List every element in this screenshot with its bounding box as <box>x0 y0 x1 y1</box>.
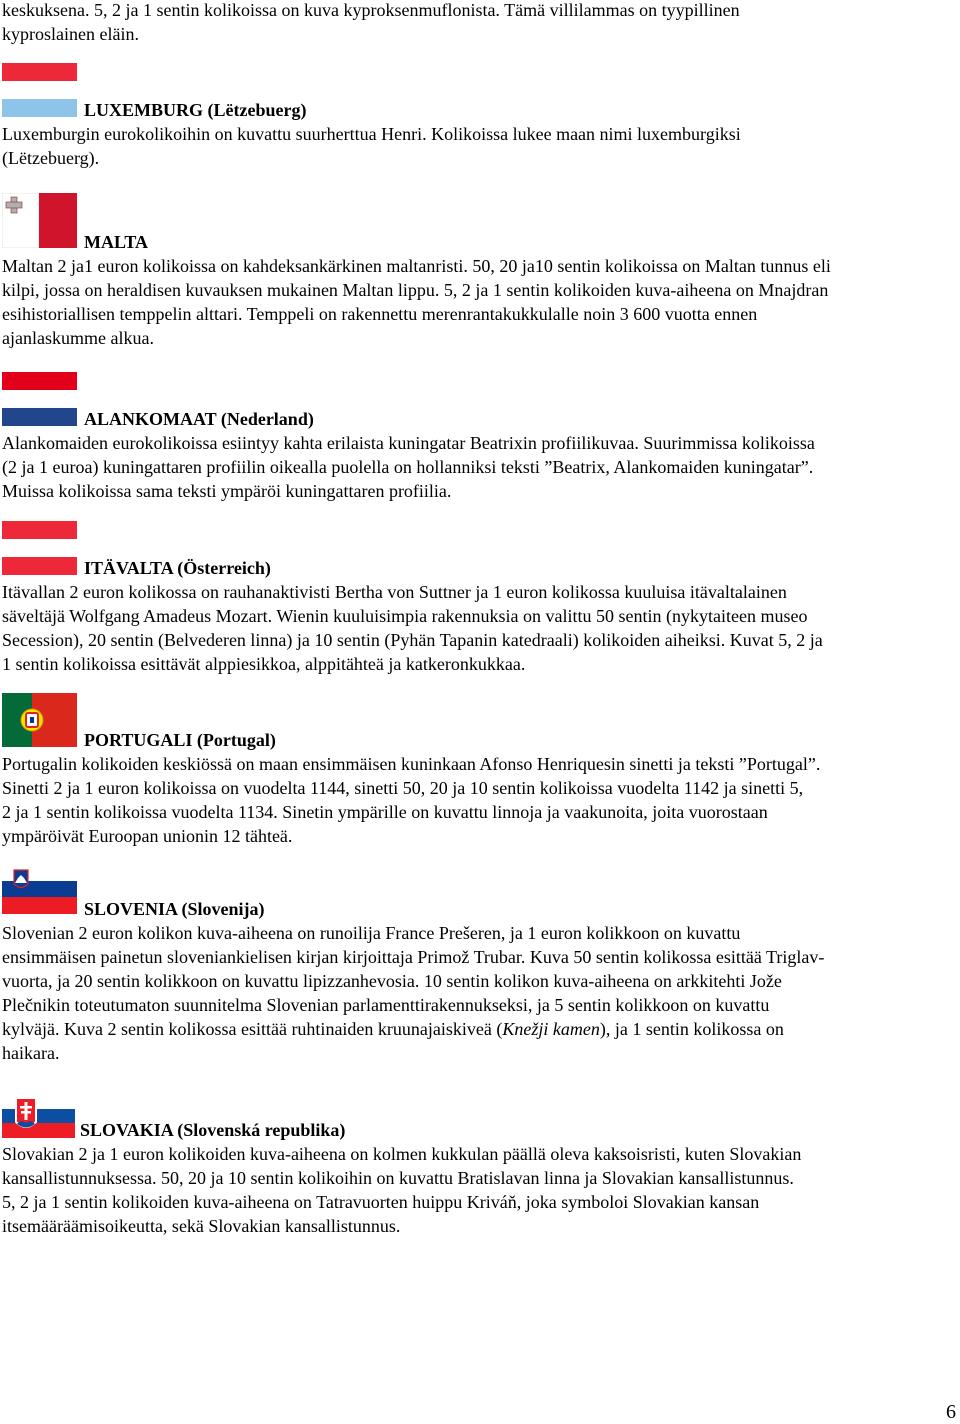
paragraph-line: Muissa kolikoissa sama teksti ympäröi kuningattaren profiilia. <box>2 481 452 501</box>
portugal-flag-icon <box>2 693 77 747</box>
paragraph-line: Maltan 2 ja1 euron kolikoissa on kahdeksankärkinen maltanristi. 50, 20 ja10 sentin kolikoissa on Maltan tunnus eli <box>2 256 831 276</box>
paragraph-line: Slovenian 2 euron kolikon kuva-aiheena on runoilija France Prešeren, ja 1 euron kolikkoon on kuvattu <box>2 923 741 943</box>
section-heading: SLOVAKIA (Slovenská republika) <box>80 1120 346 1140</box>
paragraph-line: Itävallan 2 euron kolikossa on rauhanaktivisti Bertha von Suttner ja 1 euron kolikossa kuuluisa itävaltalainen <box>2 582 787 602</box>
paragraph-line: ympäröivät Euroopan unionin 12 tähteä. <box>2 826 293 846</box>
malta-flag-icon <box>2 193 77 248</box>
section-heading: LUXEMBURG (Lëtzebuerg) <box>84 100 307 120</box>
paragraph-line: Secession), 20 sentin (Belvederen linna) ja 10 sentin (Pyhän Tapanin katedraali) kolikoiden aiheiksi. Kuvat 5, 2 ja <box>2 630 823 650</box>
paragraph-line: ensimmäisen painetun sloveniankielisen kirjan kirjoittaja Primož Trubar. Kuva 50 sentin kolikossa esittää Triglav- <box>2 947 825 967</box>
netherlands-flag-icon <box>2 372 77 426</box>
paragraph-line: 2 ja 1 sentin kolikoissa vuodelta 1134. Sinetin ympärille on kuvattu linnoja ja vaakunoita, joita vuorostaan <box>2 802 768 822</box>
paragraph-line: kilpi, jossa on heraldisen kuvauksen mukainen Maltan lippu. 5, 2 ja 1 sentin kolikoiden kuva-aiheena on Mnajdran <box>2 280 829 300</box>
paragraph-line: säveltäjä Wolfgang Amadeus Mozart. Wienin kuuluisimpia rakennuksia on valittu 50 sentin (nykytaiteen museo <box>2 606 808 626</box>
paragraph-line: kansallistunnuksessa. 50, 20 ja 10 sentin kolikoihin on kuvattu Bratislavan linna ja Slovakian kansallistunnus. <box>2 1168 794 1188</box>
austria-flag-icon <box>2 521 77 575</box>
intro-line: keskuksena. 5, 2 ja 1 sentin kolikoissa on kuva kyproksenmuflonista. Tämä villilammas on tyypillinen <box>2 0 740 20</box>
section-heading: MALTA <box>84 232 149 252</box>
page-number: 6 <box>946 1401 956 1423</box>
paragraph-line: 1 sentin kolikoissa esittävät alppiesikkoa, alppitähteä ja katkeronkukkaa. <box>2 654 526 674</box>
section-heading: ITÄVALTA (Österreich) <box>84 558 271 578</box>
section-heading: SLOVENIA (Slovenija) <box>84 899 265 919</box>
paragraph-line <box>2 1017 784 1041</box>
intro-line: kyproslainen eläin. <box>2 24 139 44</box>
paragraph-line: ajanlaskumme alkua. <box>2 328 154 348</box>
text-run: kylväjä. Kuva 2 sentin kolikossa esittää ruhtinaiden kruunajaiskiveä ( <box>2 1019 503 1039</box>
paragraph-line: Slovakian 2 ja 1 euron kolikoiden kuva-aiheena on kolmen kukkulan päällä oleva kaksoisristi, kuten Slovakian <box>2 1144 802 1164</box>
paragraph-line: Sinetti 2 ja 1 euron kolikoissa on vuodelta 1144, sinetti 50, 20 ja 10 sentin kolikoissa vuodelta 1142 ja sinetti 5, <box>2 778 804 798</box>
section-heading: ALANKOMAAT (Nederland) <box>84 409 314 429</box>
paragraph-line: (Lëtzebuerg). <box>2 148 100 168</box>
text-run: ), ja 1 sentin kolikossa on <box>599 1019 784 1039</box>
italic-term: Knežji kamen <box>502 1019 600 1039</box>
paragraph-line: (2 ja 1 euroa) kuningattaren profiilin oikealla puolella on hollanniksi teksti ”Beatrix, Alankomaiden kuningatar”. <box>2 457 814 477</box>
paragraph-line: itsemääräämisoikeutta, sekä Slovakian kansallistunnus. <box>2 1216 401 1236</box>
slovakia-flag-icon <box>2 1094 75 1138</box>
paragraph-line: Luxemburgin eurokolikoihin on kuvattu suurherttua Henri. Kolikoissa lukee maan nimi luxemburgiksi <box>2 124 741 144</box>
paragraph-line: vuorta, ja 20 sentin kolikkoon on kuvattu lipizzanhevosia. 10 sentin kolikon kuva-aiheena on arkkitehti Jože <box>2 971 782 991</box>
paragraph-line: Alankomaiden eurokolikoissa esiintyy kahta erilaista kuningatar Beatrixin profiilikuvaa. Suurimmissa kolikoissa <box>2 433 815 453</box>
luxembourg-flag-icon <box>2 63 77 117</box>
paragraph-line: 5, 2 ja 1 sentin kolikoiden kuva-aiheena on Tatravuorten huippu Kriváň, joka symboloi Slovakian kansan <box>2 1192 760 1212</box>
paragraph-line: esihistoriallisen temppelin alttari. Temppeli on rakennettu merenrantakukkulalle noin 3 600 vuotta ennen <box>2 304 758 324</box>
paragraph-line: haikara. <box>2 1043 60 1063</box>
slovenia-flag-icon <box>2 864 77 914</box>
section-heading: PORTUGALI (Portugal) <box>84 730 276 750</box>
paragraph-line: Portugalin kolikoiden keskiössä on maan ensimmäisen kuninkaan Afonso Henriquesin sinetti ja teksti ”Portugal”. <box>2 754 821 774</box>
paragraph-line: Plečnikin toteutumaton suunnitelma Slovenian parlamenttirakennukseksi, ja 5 sentin kolikkoon on kuvattu <box>2 995 770 1015</box>
